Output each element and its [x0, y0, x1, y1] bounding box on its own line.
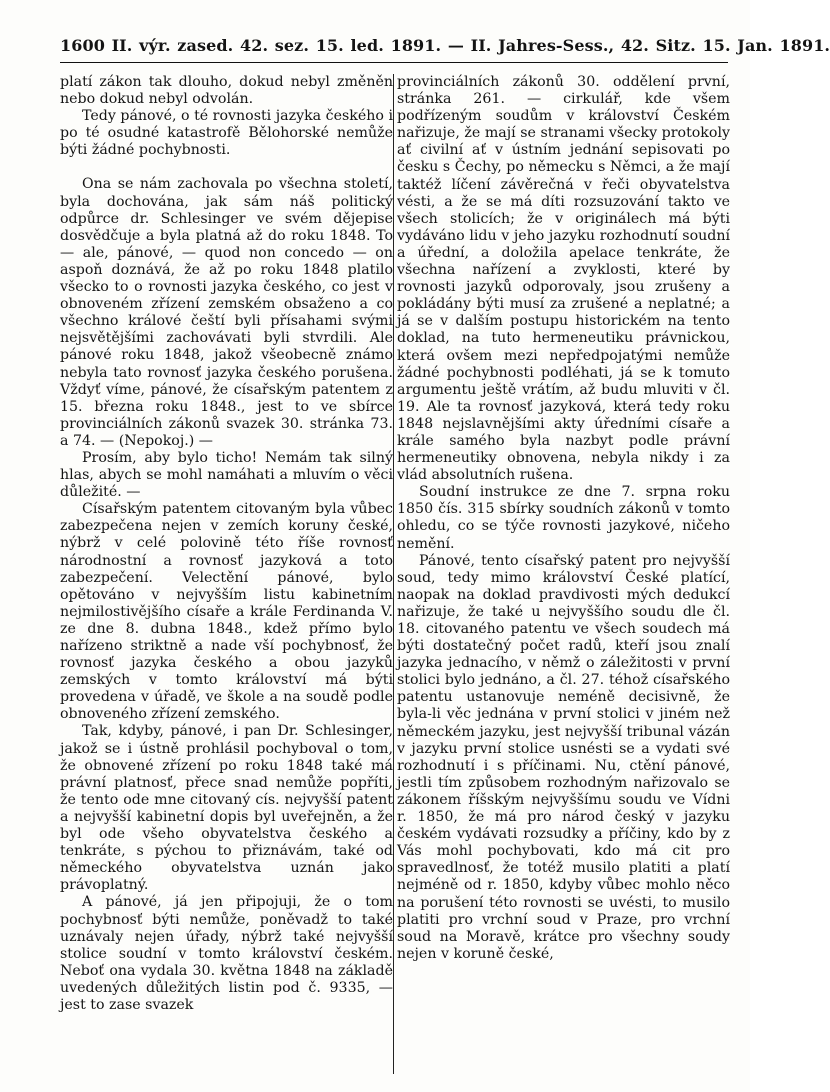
paragraph: Císařským patentem citovaným byla vůbec zabezpečena nejen v zemích koruny české, nýbrž v celé polovině této říše rovnosť národnostní a rovnosť jazyková a toto zabezpečení. Velectění pánové, bylo opětováno v nejvyšším listu kabinetním nejmilostivějšího císaře a krále Ferdinanda V. ze dne 8. dubna 1848., kdež přímo bylo nařízeno striktně a nade vší pochybnosť, že rovnosť jazyka českého a obou jazyků zemských v tomto království má býti provedena v úřadě, ve škole a na soudě podle obnoveného zřízení zemského.	[60, 501, 393, 723]
paragraph: Tedy pánové, o té rovnosti jazyka českého i po té osudné katastrofě Bělohorské nemůže býti žádné pochybnosti.	[60, 108, 393, 159]
paragraph: Ona se nám zachovala po všechna století, byla dochována, jak sám náš politický odpůrce dr. Schlesinger ve svém dějepise dosvědčuje a byla platná až do roku 1848. To — ale, pánové, — quod non concedo — on aspoň doznává, že až po roku 1848 platilo všecko to o rovnosti jazyka českého, co jest v obnoveném zřízení zemském obsaženo a co všechno králové čeští byli přísahami svými nejsvětějšími zachovávati byli stvrdili. Ale pánové roku 1848, jakož všeobecně známo nebyla tato rovnosť jazyka českého porušena. Vždyť víme, pánové, že císařským patentem z 15. března roku 1848., jest to ve sbírce provinciálních zákonů svazek 30. stránka 73. a 74. — (Nepokoj.) —	[60, 176, 393, 449]
paragraph: A pánové, já jen připojuji, že o tom pochybnosť býti nemůže, poněvadž to také uznávaly nejen úřady, nýbrž také nejvyšší stolice soudní v tomto království českém. Neboť ona vydala 30. května 1848 na základě uvedených důležitých listin pod č. 9335, — jest to zase svazek	[60, 894, 393, 1013]
column-divider	[393, 74, 394, 1074]
paragraph: Pánové, tento císařský patent pro nejvyšší soud, tedy mimo království České platící, naopak na doklad pravdivosti mých dedukcí nařizuje, že také u nejvyššího soudu dle čl. 18. citovaného patentu ve všech soudech má býti dostatečný počet radů, kteří jsou znalí jazyka jednacího, v němž o záležitosti v první stolici bylo jednáno, a čl. 27. téhož císařského patentu ustanovuje neméně decisivně, že byla-li věc jednána v první stolici v jiném než německém jazyku, jest nejvyšší tribunal vázán v jazyku první stolice usnésti se a vydati své rozhodnutí i s příčinami. Nu, ctění pánové, jestli tím způsobem rozhodným nařizovalo se zákonem říšským nejvyššímu soudu ve Vídni r. 1850, že má pro národ český v jazyku českém vydávati rozsudky a příčiny, kdo by z Vás mohl pochybovati, kdo má cit pro spravedlnosť, že totéž musilo platiti a platí nejméně od r. 1850, kdyby vůbec mohlo něco na porušení této rovnosti se uvésti, to musilo platiti pro vrchní soud v Praze, pro vrchní soud na Moravě, krátce pro všechny soudy nejen v koruně české,	[397, 552, 730, 962]
running-head: 1600 II. výr. zased. 42. sez. 15. led. 1891. — II. Jahres-Sess., 42. Sitz. 15. Jan. 1891.	[60, 36, 830, 55]
header-rule	[60, 62, 728, 63]
paragraph: Soudní instrukce ze dne 7. srpna roku 1850 čís. 315 sbírky soudních zákonů v tomto ohledu, co se týče rovnosti jazykové, ničeho nemění.	[397, 484, 730, 552]
paragraph: platí zákon tak dlouho, dokud nebyl změněn nebo dokud nebyl odvolán.	[60, 74, 393, 108]
paragraph: Prosím, aby bylo ticho! Nemám tak silný hlas, abych se mohl namáhati a mluvím o věci důležité. —	[60, 449, 393, 501]
paragraph: provinciálních zákonů 30. oddělení první, stránka 261. — cirkulář, kde všem podřízeným soudům v království Českém nařizuje, že mají se stranami všecky protokoly ať civilní ať v ústním jednání sepisovati po česku s Čechy, po německu s Němci, a že mají taktéž líčení závěrečná v řeči obyvatelstva vésti, a že se má díti rozsuzování takto ve všech stolicích; že v originálech má býti vydáváno lidu v jeho jazyku rozhodnutí soudní a úřední, a doložila apelace tenkráte, že všechna nařízení a zvyklosti, které by rovnosti jazyků odporovaly, jsou zrušeny a pokládány býti musí za zrušené a neplatné; a já se v dalším postupu historickém na tento doklad, na tuto hermeneutiku právnickou, která ovšem mezi nepředpojatými nemůže žádné pochybnosti podléhati, já se k tomuto argumentu ještě vrátím, až budu mluviti v čl. 19. Ale ta rovnosť jazyková, která tedy roku 1848 nejslavnějšími akty úředními císaře a krále samého byla nazbyt podle právní hermeneutiky obnovena, nebyla nikdy i za vlád absolutních rušena.	[397, 74, 730, 484]
paragraph: Tak, kdyby, pánové, i pan Dr. Schlesinger, jakož se i ústně prohlásil pochyboval o tom, že obnovené zřízení po roku 1848 také má právní platnosť, přece snad nemůže popříti, že tento ode mne citovaný cís. nejvyšší patent a nejvyšší kabinetní dopis byl uveřejněn, a že byl ode všeho obyvatelstva českého a tenkráte, s pýchou to přiznávám, také od německého obyvatelstva uznán jako právoplatný.	[60, 723, 393, 894]
left-column	[60, 74, 393, 1082]
right-column	[397, 74, 730, 1082]
